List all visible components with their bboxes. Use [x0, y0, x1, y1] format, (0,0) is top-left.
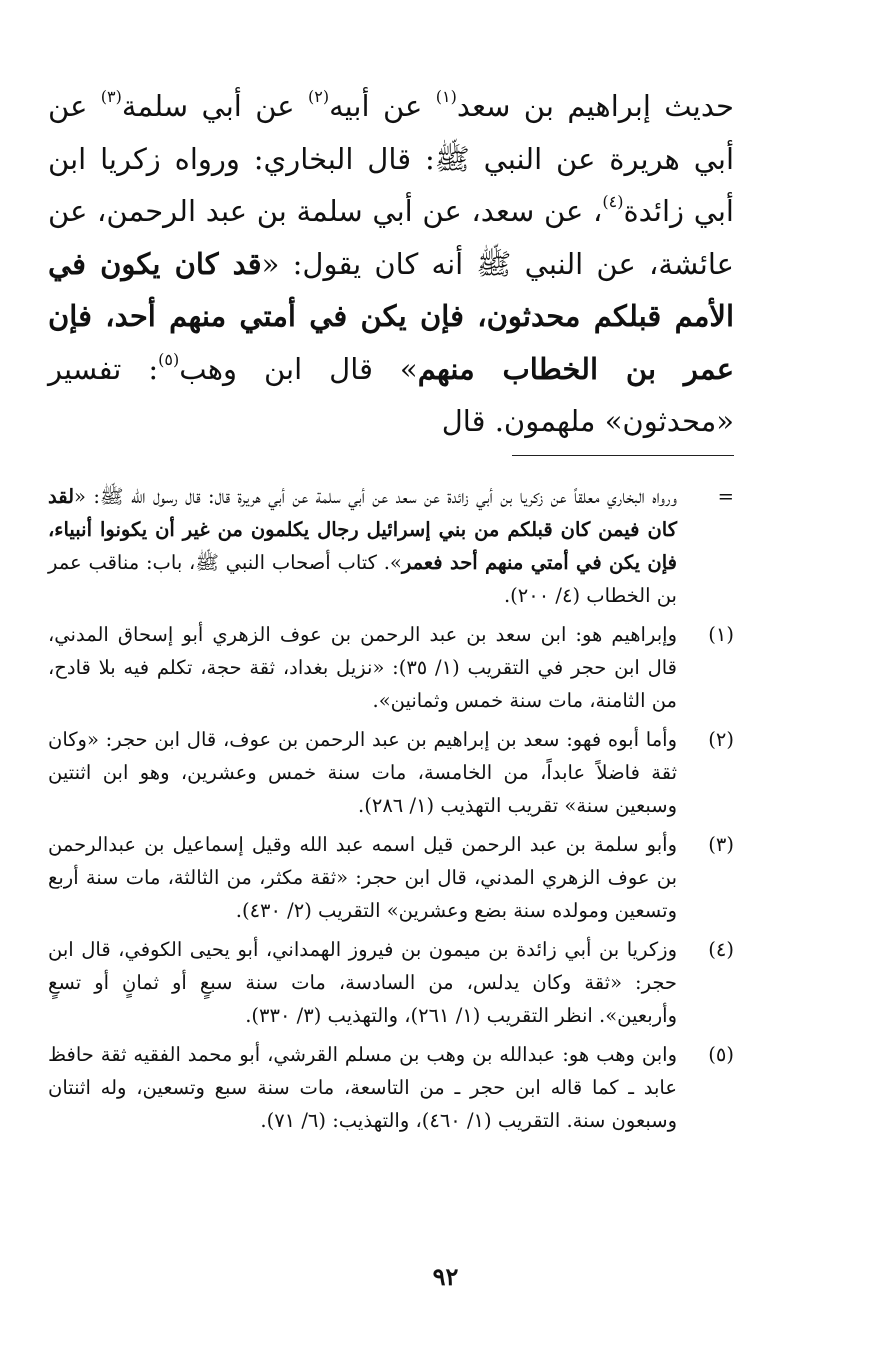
footnote-number: (٢)	[708, 728, 734, 751]
footnote-number: (١)	[708, 623, 734, 646]
footnote-ref-1[interactable]: (١)	[435, 87, 457, 106]
footnote-hadith-quote: لقد كان فيمن كان قبلكم من بني إسرائيل رجال يكلمون من غير أن يكونوا أنبياء، فإن يكن في أمتي منهم أحد فعمر	[48, 485, 677, 574]
footnote-text: وابن وهب هو: عبدالله بن وهب بن مسلم القرشي، أبو محمد الفقيه ثقة حافظ عابد ـ كما قاله ابن حجر ـ من التاسعة، مات سنة سبع وتسعين، وله اثنتان وسبعون سنة. التقريب (١/ ٤٦٠)، والتهذيب: (٦/ ٧١).	[48, 1043, 677, 1132]
footnote-4	[48, 933, 734, 1032]
footnotes-section	[48, 480, 734, 1143]
footnote-ref-4[interactable]: (٤)	[602, 192, 624, 211]
footnote-number: (٥)	[708, 1043, 734, 1066]
main-text-paragraph	[48, 80, 734, 448]
continuation-marker: =	[717, 485, 734, 508]
footnote-5	[48, 1038, 734, 1137]
footnote-text: وأما أبوه فهو: سعد بن إبراهيم بن عبد الرحمن بن عوف، قال ابن حجر: «وكان ثقة فاضلاً عابداً، من الخامسة، مات سنة خمس وعشرين، وهو ابن اثنتين وسبعين سنة» تقريب التهذيب (١/ ٢٨٦).	[48, 728, 677, 817]
footnote-text: وأبو سلمة بن عبد الرحمن قيل اسمه عبد الله وقيل إسماعيل بن عبدالرحمن بن عوف الزهري المدني، قال ابن حجر: «ثقة مكثر، من الثالثة، مات سنة أربع وتسعين ومولده سنة بضع وعشرين» التقريب (٢/ ٤٣٠).	[48, 833, 677, 922]
footnote-1	[48, 618, 734, 717]
footnote-2	[48, 723, 734, 822]
main-text-segment: عن أبيه	[329, 89, 436, 123]
main-text-segment: : تفسير «محدثون» ملهمون. قال	[48, 351, 734, 438]
footnote-ref-3[interactable]: (٣)	[100, 87, 122, 106]
main-text-segment: حديث إبراهيم بن سعد	[456, 89, 734, 123]
footnote-ref-5[interactable]: (٥)	[158, 349, 180, 369]
main-text-segment: عن أبي هريرة عن النبي ﷺ: قال البخاري: ورواه زكريا ابن أبي زائدة	[48, 89, 734, 228]
main-text-segment: عن أبي سلمة	[121, 89, 309, 123]
footnote-number: (٤)	[708, 938, 734, 961]
main-text-segment: ، عن سعد، عن أبي سلمة بن عبد الرحمن، عن عائشة، عن النبي ﷺ أنه كان يقول: «	[48, 194, 734, 281]
hadith-quote: قد كان يكون في الأمم قبلكم محدثون، فإن يكن في أمتي منهم أحد، فإن عمر بن الخطاب منهم	[48, 246, 734, 386]
page-number: ٩٢	[432, 1262, 459, 1291]
footnote-text: ورواه البخاري معلقاً عن زكريا بن أبي زائدة عن سعد عن أبي سلمة عن أبي هريرة قال: قال رسول الله ﷺ: «	[74, 485, 677, 508]
footnote-continuation	[48, 480, 734, 612]
footnote-divider	[512, 455, 734, 456]
footnote-text: وإبراهيم هو: ابن سعد بن عبد الرحمن بن عوف الزهري أبو إسحاق المدني، قال ابن حجر في التقريب (١/ ٣٥): «نزيل بغداد، ثقة حجة، تكلم فيه بلا قادح، من الثامنة، مات سنة خمس وثمانين».	[48, 623, 677, 712]
main-text-segment: » قال ابن وهب	[179, 351, 418, 386]
footnote-3	[48, 828, 734, 927]
footnote-number: (٣)	[708, 833, 734, 856]
footnote-text: ». كتاب أصحاب النبي ﷺ، باب: مناقب عمر بن الخطاب (٤/ ٢٠٠).	[48, 551, 677, 607]
footnote-ref-2[interactable]: (٢)	[308, 87, 330, 106]
footnote-text: وزكريا بن أبي زائدة بن ميمون بن فيروز الهمداني، أبو يحيى الكوفي، قال ابن حجر: «ثقة وكان يدلس، من السادسة، مات سنة سبعٍ أو ثمانٍ أو تسعٍ وأربعين». انظر التقريب (١/ ٢٦١)، والتهذيب (٣/ ٣٣٠).	[48, 938, 677, 1027]
